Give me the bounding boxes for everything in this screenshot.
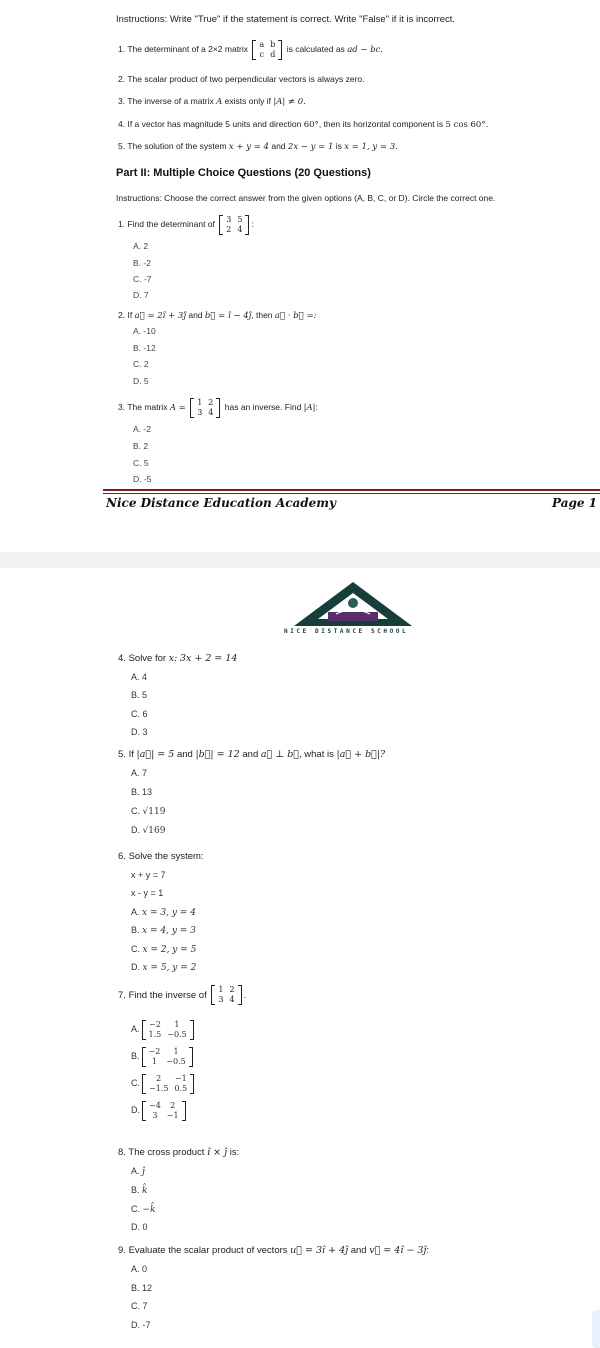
option-value: 0 xyxy=(142,1222,148,1232)
question-text: If xyxy=(128,749,134,760)
matrix-entry: −2 xyxy=(148,1019,161,1029)
option-value: k̂ xyxy=(142,1186,148,1196)
formula: ad − bc. xyxy=(347,45,384,55)
matrix-entry: 2 xyxy=(208,397,214,407)
matrix-option-b xyxy=(142,1047,193,1067)
question-text: Find the inverse of xyxy=(128,990,207,1001)
question-text: If a vector has magnitude 5 units and direction xyxy=(127,119,302,129)
matrix-1234 xyxy=(190,398,220,418)
question-text: The solution of the system xyxy=(127,141,227,151)
question-text: The cross product xyxy=(128,1147,205,1158)
option-b[interactable] xyxy=(131,1044,195,1068)
mc-question-7 xyxy=(118,983,246,1009)
footer-rule xyxy=(103,489,600,491)
matrix-bracket-right xyxy=(190,1074,194,1094)
option-label: A. xyxy=(131,1024,140,1034)
matrix-entry: −1 xyxy=(166,1110,179,1120)
question-number: 3. xyxy=(118,96,126,106)
option-d[interactable]: D. -5 xyxy=(133,474,152,484)
option-d[interactable]: D. 7 xyxy=(133,290,149,300)
matrix-entry: 4 xyxy=(237,224,243,234)
question-text: : xyxy=(251,219,254,229)
matrix-entry: 1 xyxy=(197,397,203,407)
option-label: C. xyxy=(131,1204,140,1214)
option-c[interactable]: C. 7 xyxy=(131,1301,148,1311)
matrix-bracket-right xyxy=(238,985,242,1005)
footer-academy-name: Nice Distance Education Academy xyxy=(106,496,336,510)
option-c[interactable] xyxy=(131,1071,196,1095)
mc-question-3 xyxy=(118,395,318,420)
option-b[interactable]: B. 2 xyxy=(133,441,149,451)
formula: a⃗ = 2î + 3ĵ xyxy=(134,311,186,321)
matrix-option-d xyxy=(142,1101,186,1121)
question-text: and xyxy=(188,310,203,320)
matrix-entry: 0.5 xyxy=(174,1083,188,1093)
option-d[interactable] xyxy=(131,960,196,975)
instructions-text: Instructions: Write "True" if the statement is correct. Write "False" if it is incorrect. xyxy=(116,14,456,25)
mc-question-9 xyxy=(118,1244,429,1258)
question-text: and xyxy=(271,141,286,151)
question-text: and xyxy=(350,1245,367,1256)
matrix-entry: −1 xyxy=(174,1073,187,1083)
option-value: √119 xyxy=(142,807,166,817)
formula: î × ĵ xyxy=(207,1147,228,1158)
tf-question-2 xyxy=(118,72,364,86)
option-label: C. xyxy=(131,944,140,954)
question-text: . xyxy=(243,990,247,1001)
matrix-grid xyxy=(146,1047,189,1067)
option-label: D. xyxy=(131,1222,140,1232)
question-text: The matrix xyxy=(127,402,168,412)
option-a[interactable]: A. -2 xyxy=(133,424,151,434)
option-a[interactable]: A. -10 xyxy=(133,326,156,336)
option-b[interactable]: B. -12 xyxy=(133,343,156,353)
question-text: If xyxy=(127,310,133,320)
option-label: C. xyxy=(131,1078,140,1088)
tf-question-1 xyxy=(118,39,383,60)
formula: |a⃗ + b⃗|? xyxy=(336,749,386,760)
document-page-1 xyxy=(0,0,600,552)
question-text: and xyxy=(242,749,259,760)
matrix-entry: 2 xyxy=(156,1073,162,1083)
option-d[interactable] xyxy=(131,1220,148,1234)
matrix-entry: c xyxy=(259,49,265,59)
tf-question-4 xyxy=(118,117,488,132)
mc-question-6 xyxy=(118,850,204,864)
option-label: C. xyxy=(131,806,140,816)
option-value: x = 3, y = 4 xyxy=(142,908,196,918)
question-text: : xyxy=(426,1245,429,1256)
question-number: 5. xyxy=(118,141,126,151)
question-text: Evaluate the scalar product of vectors xyxy=(128,1245,288,1256)
option-d[interactable] xyxy=(131,823,165,838)
option-label: B. xyxy=(131,787,140,797)
formula: a⃗ · b⃗ =: xyxy=(274,311,317,321)
option-value: √169 xyxy=(142,826,166,836)
option-b[interactable] xyxy=(131,785,152,799)
question-text: and xyxy=(176,749,193,760)
question-number: 3. xyxy=(118,402,126,412)
option-label: D. xyxy=(131,1105,140,1115)
matrix-3524 xyxy=(219,215,249,235)
matrix-entry: 3 xyxy=(197,407,203,417)
instructions-multiple-choice xyxy=(116,191,495,205)
formula: x = 1, y = 3. xyxy=(344,142,398,152)
option-label: D. xyxy=(131,962,140,972)
question-number: 5. xyxy=(118,749,126,760)
option-a[interactable]: A. 0 xyxy=(131,1264,148,1274)
formula: 5 cos 60°. xyxy=(445,120,489,130)
matrix-entry: 3 xyxy=(226,214,232,224)
formula: 60° xyxy=(303,120,319,130)
matrix-bracket-right xyxy=(190,1020,194,1040)
question-text: is: xyxy=(229,1147,240,1158)
matrix-bracket-right xyxy=(189,1047,193,1067)
option-d[interactable]: D. -7 xyxy=(131,1320,151,1330)
matrix-entry: 5 xyxy=(237,214,243,224)
matrix-grid xyxy=(215,985,237,1005)
system-equation-1: x + y = 7 xyxy=(131,870,166,880)
matrix-bracket-right xyxy=(278,40,282,60)
matrix-entry: 3 xyxy=(218,995,224,1005)
formula: A xyxy=(216,97,223,107)
option-d[interactable]: D. 5 xyxy=(133,376,149,386)
option-c[interactable] xyxy=(131,942,196,957)
matrix-grid xyxy=(146,1020,190,1040)
option-c[interactable]: C. 5 xyxy=(133,458,149,468)
question-text: , then its horizontal component is xyxy=(318,119,444,129)
matrix-entry: 1 xyxy=(218,985,224,995)
formula: b⃗ = î − 4ĵ xyxy=(204,311,252,321)
option-value: x = 2, y = 5 xyxy=(142,945,197,955)
option-a[interactable] xyxy=(131,905,196,920)
matrix-entry: 1.5 xyxy=(148,1029,162,1039)
question-text: , then xyxy=(251,310,273,320)
matrix-bracket-right xyxy=(245,215,249,235)
option-d[interactable]: D. 3 xyxy=(131,727,148,737)
matrix-entry: 3 xyxy=(152,1110,158,1120)
option-label: D. xyxy=(131,825,140,835)
matrix-option-a xyxy=(142,1020,194,1040)
option-b[interactable]: B. -2 xyxy=(133,258,151,268)
question-number: 9. xyxy=(118,1245,126,1256)
formula: |a⃗| = 5 xyxy=(136,749,175,760)
question-text: Solve the system: xyxy=(128,851,204,862)
logo-text: NICE DISTANCE SCHOOL xyxy=(284,628,409,635)
option-b[interactable]: B. 5 xyxy=(131,690,148,700)
mc-question-1 xyxy=(118,212,254,236)
option-value: 7 xyxy=(142,768,148,778)
matrix-entry: b xyxy=(270,39,276,49)
document-page-2 xyxy=(0,568,600,1348)
matrix-grid xyxy=(256,40,278,60)
question-number: 6. xyxy=(118,851,126,862)
option-b[interactable]: B. 12 xyxy=(131,1283,153,1293)
matrix-entry: 4 xyxy=(208,407,214,417)
option-value: −k̂ xyxy=(142,1205,156,1215)
question-number: 1. xyxy=(118,219,126,229)
formula: u⃗ = 3î + 4ĵ xyxy=(290,1245,349,1256)
formula: v⃗ = 4î − 3ĵ xyxy=(369,1245,427,1256)
scroll-edge xyxy=(592,1310,600,1348)
question-number: 2. xyxy=(118,74,126,84)
option-value: x = 5, y = 2 xyxy=(142,963,197,973)
logo-triangle-icon xyxy=(280,576,450,636)
question-number: 7. xyxy=(118,990,126,1001)
footer-rule xyxy=(103,493,600,494)
question-number: 1. xyxy=(118,44,126,54)
formula: a⃗ ⊥ b⃗ xyxy=(260,749,299,760)
matrix-entry: −2 xyxy=(148,1046,161,1056)
question-text: : xyxy=(315,402,318,412)
matrix-entry: −0.5 xyxy=(167,1029,187,1039)
option-value: ĵ xyxy=(142,1167,145,1177)
question-text: Solve for xyxy=(128,653,167,664)
matrix-entry: 1 xyxy=(174,1019,180,1029)
school-logo xyxy=(280,576,450,641)
matrix-entry: d xyxy=(270,49,276,59)
option-b[interactable] xyxy=(131,1183,148,1198)
matrix-grid xyxy=(223,215,245,235)
option-d[interactable] xyxy=(131,1098,188,1122)
matrix-entry: −1.5 xyxy=(149,1083,169,1093)
question-number: 4. xyxy=(118,653,126,664)
option-label: B. xyxy=(131,925,140,935)
question-text: The scalar product of two perpendicular vectors is always zero. xyxy=(127,74,365,84)
option-a[interactable] xyxy=(131,766,147,780)
question-text: exists only if xyxy=(224,96,271,106)
instructions-text: Instructions: Choose the correct answer from the given options (A, B, C, or D). Circle the correct one. xyxy=(116,193,496,203)
question-text: is xyxy=(335,141,342,151)
matrix-grid xyxy=(146,1101,182,1121)
part2-heading: Part II: Multiple Choice Questions (20 Questions) xyxy=(116,167,371,179)
mc-question-8 xyxy=(118,1146,239,1160)
formula: |b⃗| = 12 xyxy=(195,749,240,760)
question-number: 8. xyxy=(118,1147,126,1158)
question-number: 2. xyxy=(118,310,126,320)
matrix-entry: a xyxy=(259,39,265,49)
question-text: Find the determinant of xyxy=(127,219,215,229)
mc-question-5 xyxy=(118,748,385,762)
mc-question-2 xyxy=(118,308,316,323)
formula: 2x − y = 1 xyxy=(287,142,334,152)
option-a[interactable]: A. 4 xyxy=(131,672,148,682)
question-text: The determinant of a 2×2 matrix xyxy=(127,44,249,54)
option-c[interactable]: C. 6 xyxy=(131,709,148,719)
formula: 3x + 2 = 14 xyxy=(179,653,238,664)
formula: x: xyxy=(168,653,178,664)
option-label: B. xyxy=(131,1051,140,1061)
matrix-entry: 2 xyxy=(226,224,232,234)
option-b[interactable] xyxy=(131,923,196,938)
option-c[interactable]: C. 2 xyxy=(133,359,149,369)
matrix-bracket-right xyxy=(216,398,220,418)
matrix-entry: −4 xyxy=(149,1100,161,1110)
option-a[interactable] xyxy=(131,1017,196,1041)
tf-question-3 xyxy=(118,94,306,109)
option-label: B. xyxy=(131,1185,140,1195)
matrix-option-c xyxy=(142,1074,194,1094)
question-text: is calculated as xyxy=(286,44,345,54)
instructions-true-false xyxy=(116,13,455,27)
question-text: The inverse of a matrix xyxy=(127,96,214,106)
option-value: 13 xyxy=(142,787,153,797)
matrix-abcd xyxy=(252,40,282,60)
question-text: , what is xyxy=(299,749,334,760)
option-label: A. xyxy=(131,907,140,917)
option-label: A. xyxy=(131,768,140,778)
footer-page-number: Page 1 xyxy=(552,496,598,510)
matrix-entry: 1 xyxy=(151,1056,157,1066)
option-c[interactable] xyxy=(131,804,165,819)
formula: x + y = 4 xyxy=(228,142,269,152)
option-a[interactable] xyxy=(131,1164,145,1179)
formula: |A| ≠ 0. xyxy=(273,97,306,107)
tf-question-5 xyxy=(118,139,398,154)
matrix-1234 xyxy=(211,985,241,1005)
system-equation-2: x - y = 1 xyxy=(131,888,164,898)
matrix-entry: 4 xyxy=(229,995,235,1005)
option-a[interactable]: A. 2 xyxy=(133,241,149,251)
question-text: has an inverse. Find xyxy=(224,402,302,412)
option-value: x = 4, y = 3 xyxy=(142,926,196,936)
formula: A = xyxy=(169,403,186,413)
matrix-bracket-right xyxy=(182,1101,186,1121)
matrix-entry: −0.5 xyxy=(166,1056,186,1066)
matrix-entry: 2 xyxy=(170,1100,176,1110)
matrix-entry: 1 xyxy=(173,1046,179,1056)
option-c[interactable]: C. -7 xyxy=(133,274,152,284)
mc-question-4 xyxy=(118,652,237,666)
question-number: 4. xyxy=(118,119,126,129)
formula: |A| xyxy=(303,403,316,413)
matrix-grid xyxy=(146,1074,190,1094)
option-label: A. xyxy=(131,1166,140,1176)
option-c[interactable] xyxy=(131,1202,156,1217)
matrix-entry: 2 xyxy=(229,985,235,995)
matrix-grid xyxy=(194,398,216,418)
